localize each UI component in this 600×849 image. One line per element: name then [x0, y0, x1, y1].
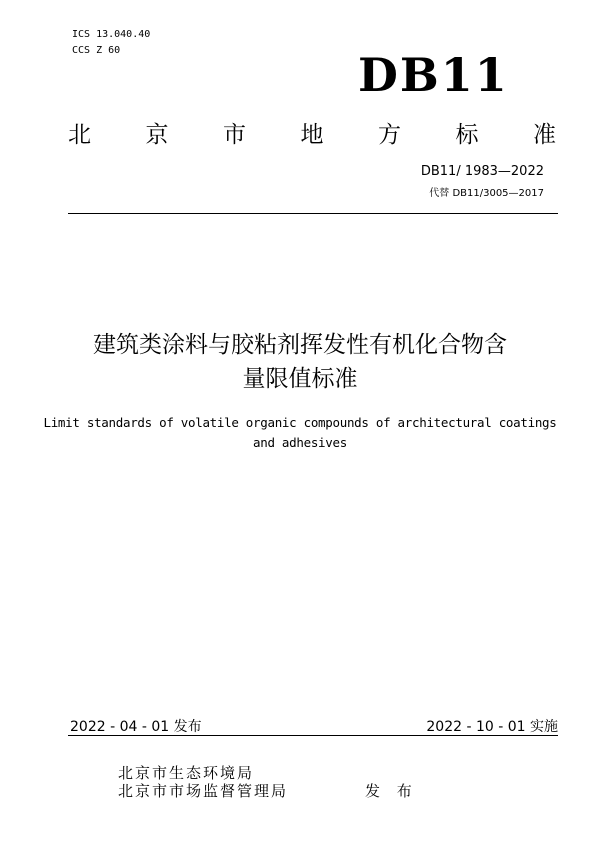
- title-line: 建筑类涂料与胶粘剂挥发性有机化合物含: [93, 332, 507, 358]
- issuer-1: 北京市生态环境局: [118, 764, 255, 782]
- english-title-line: Limit standards of volatile organic compounds of architectural coatings: [43, 415, 557, 430]
- implement-date: 2022 - 10 - 01 实施: [426, 719, 558, 735]
- standard-code: DB11/ 1983—2022: [420, 164, 544, 179]
- heading-char: 市: [223, 122, 246, 148]
- top-divider: [68, 213, 558, 214]
- replaces-code: 代替 DB11/3005—2017: [429, 188, 544, 199]
- heading-char: 方: [378, 122, 401, 148]
- document-title: [0, 328, 600, 396]
- english-title: [0, 413, 600, 453]
- ccs-code: CCS Z 60: [72, 45, 121, 56]
- english-title-line: and adhesives: [253, 435, 347, 450]
- title-line: 量限值标准: [242, 366, 358, 392]
- bottom-divider: [68, 735, 558, 736]
- heading-char: 准: [533, 122, 556, 148]
- publish-date: 2022 - 04 - 01 发布: [70, 719, 202, 735]
- ics-code: ICS 13.040.40: [72, 29, 151, 40]
- heading-char: 京: [145, 122, 169, 148]
- issue-label: 发 布: [365, 782, 418, 800]
- local-standard-heading: [68, 116, 556, 149]
- heading-char: 北: [68, 122, 91, 148]
- db-logo: DB11: [358, 48, 509, 102]
- issuer-2: 北京市市场监督管理局: [118, 782, 289, 800]
- heading-char: 地: [300, 122, 324, 148]
- heading-char: 标: [455, 122, 479, 148]
